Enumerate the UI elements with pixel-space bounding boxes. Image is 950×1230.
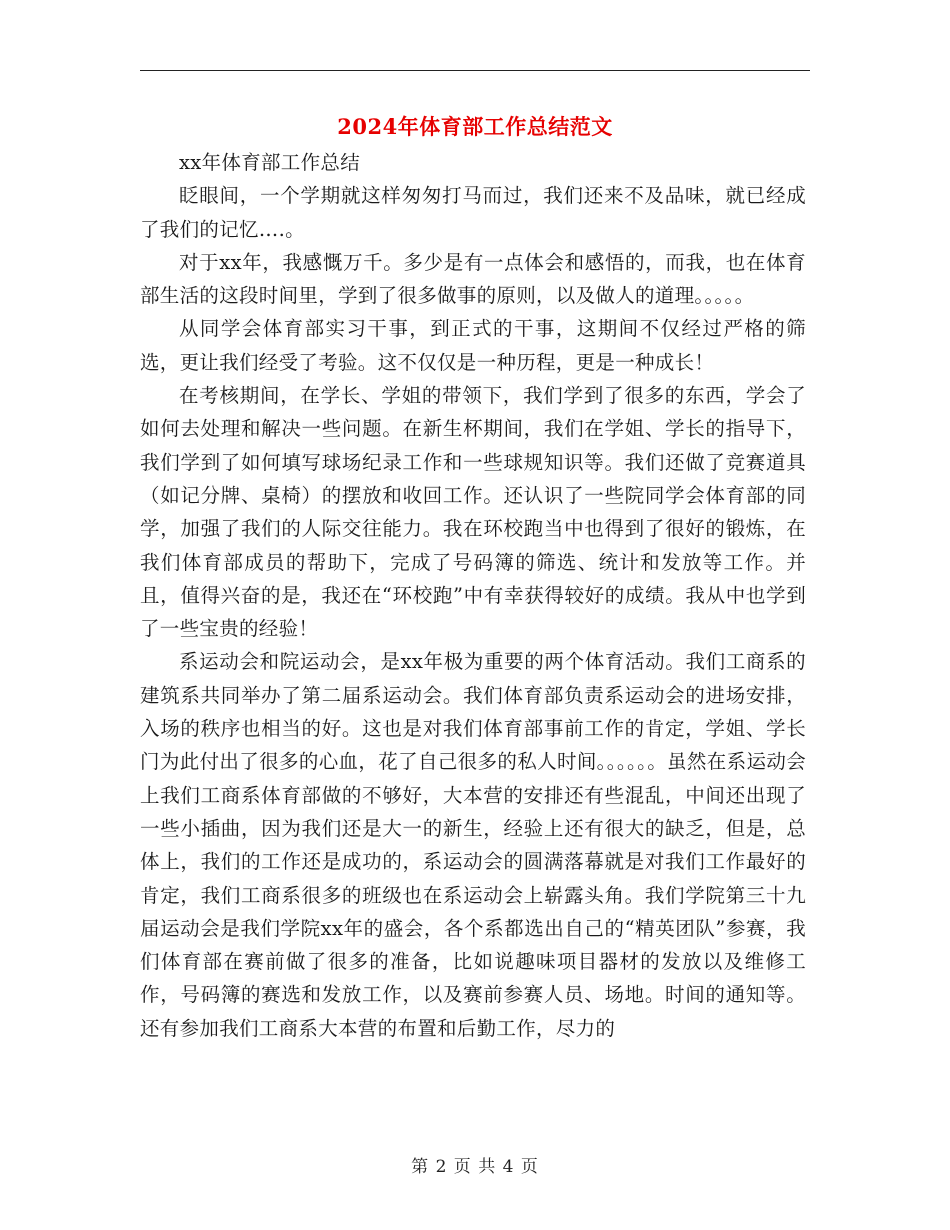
page-footer	[0, 1152, 950, 1177]
paragraph: 在考核期间，在学长、学姐的带领下，我们学到了很多的东西，学会了如何去处理和解决一些问题。在新生杯期间，我们在学姐、学长的指导下，我们学到了如何填写球场纪录工作和一些球规知识等。我们还做了竞赛道具（如记分牌、桌椅）的摆放和收回工作。还认识了一些院同学会体育部的同学，加强了我们的人际交往能力。我在环校跑当中也得到了很好的锻炼，在我们体育部成员的帮助下，完成了号码簿的筛选、统计和发放等工作。并且，值得兴奋的是，我还在“环校跑”中有幸获得较好的成绩。我从中也学到了一些宝贵的经验！	[140, 384, 806, 641]
paragraph: 从同学会体育部实习干事，到正式的干事，这期间不仅经过严格的筛选，更让我们经受了考验。这不仅仅是一种历程，更是一种成长！	[140, 317, 806, 374]
document-body	[140, 146, 806, 1045]
paragraph: 眨眼间，一个学期就这样匆匆打马而过，我们还来不及品味，就已经成了我们的记忆….。	[140, 184, 806, 241]
paragraph: 对于xx年，我感慨万千。多少是有一点体会和感悟的，而我，也在体育部生活的这段时间里，学到了很多做事的原则，以及做人的道理。。。。。	[140, 250, 806, 308]
paragraph: 系运动会和院运动会，是xx年极为重要的两个体育活动。我们工商系的建筑系共同举办了第二届系运动会。我们体育部负责系运动会的进场安排，入场的秩序也相当的好。这也是对我们体育部事前工作的肯定，学姐、学长门为此付出了很多的心血，花了自己很多的私人时间。。。。。。虽然在系运动会上我们工商系体育部做的不够好，大本营的安排还有些混乱，中间还出现了一些小插曲，因为我们还是大一的新生，经验上还有很大的缺乏，但是，总体上，我们的工作还是成功的，系运动会的圆满落幕就是对我们工作最好的肯定，我们工商系很多的班级也在系运动会上崭露头角。我们学院第三十九届运动会是我们学院xx年的盛会，各个系都选出自己的“精英团队”参赛，我们体育部在赛前做了很多的准备，比如说趣味项目器材的发放以及维修工作，号码簿的赛选和发放工作，以及赛前参赛人员、场地。时间的通知等。还有参加我们工商系大本营的布置和后勤工作，尽力的	[140, 650, 806, 1040]
document-title: 2024年体育部工作总结范文	[337, 114, 613, 139]
paragraph-subtitle: xx年体育部工作总结	[179, 151, 360, 174]
header-rule	[140, 70, 810, 71]
page-number-label: 第 2 页 共 4 页	[411, 1157, 539, 1177]
